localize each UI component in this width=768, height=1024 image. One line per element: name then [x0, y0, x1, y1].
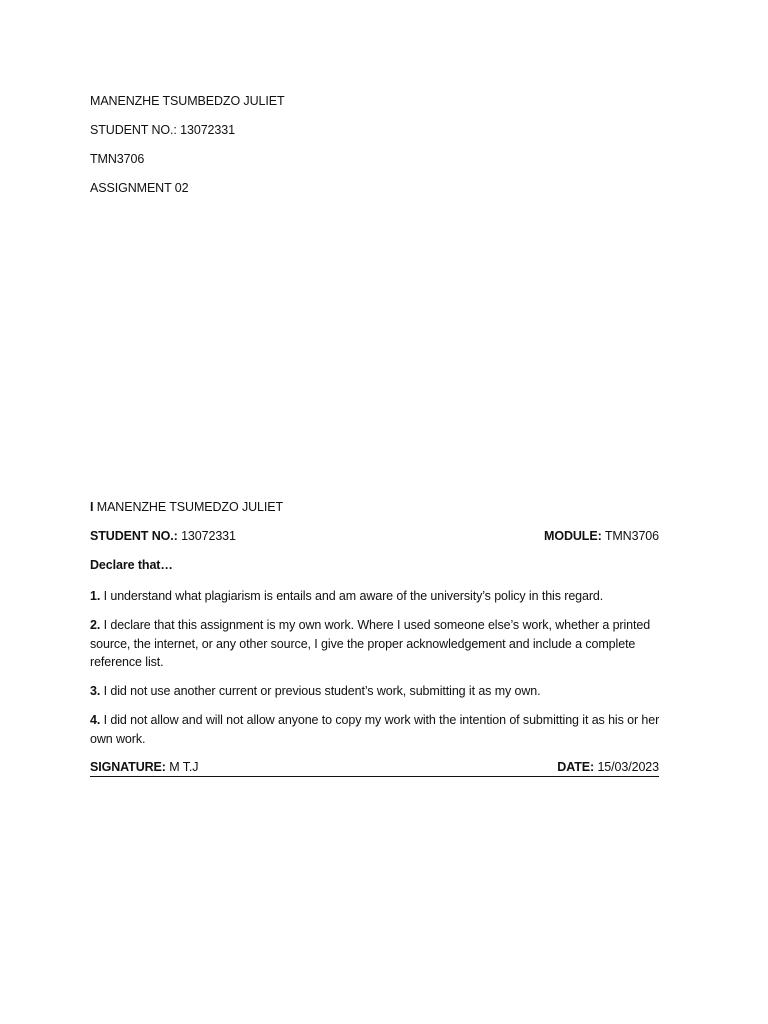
declaration-item — [90, 616, 680, 672]
declaration-item — [90, 711, 680, 748]
declaration-name-line — [90, 498, 680, 517]
item-text: I did not use another current or previous student’s work, submitting it as my own. — [103, 684, 541, 698]
header-assignment: ASSIGNMENT 02 — [90, 181, 189, 195]
item-number: 1. — [90, 589, 101, 603]
declaration-item — [90, 587, 680, 606]
signature-row — [90, 759, 659, 777]
header-student-no: STUDENT NO.: 13072331 — [90, 123, 235, 137]
student-no-group — [90, 527, 236, 546]
declaration-name: MANENZHE TSUMEDZO JULIET — [96, 500, 284, 514]
item-number: 2. — [90, 618, 101, 632]
item-number: 3. — [90, 684, 101, 698]
date-label: DATE: — [557, 760, 595, 774]
student-no-label: STUDENT NO.: — [90, 529, 178, 543]
item-text: I did not allow and will not allow anyone to copy my work with the intention of submitting it as his or her own work. — [90, 713, 660, 746]
declaration-i-label: I — [90, 500, 94, 514]
signature-label: SIGNATURE: — [90, 760, 166, 774]
student-no-value: 13072331 — [181, 529, 236, 543]
module-label: MODULE: — [544, 529, 602, 543]
module-group — [544, 527, 659, 546]
student-module-row — [90, 527, 659, 546]
signature-group — [90, 759, 198, 776]
signature-value: M T.J — [169, 760, 199, 774]
header-name: MANENZHE TSUMBEDZO JULIET — [90, 94, 285, 108]
date-group — [557, 759, 659, 776]
item-number: 4. — [90, 713, 101, 727]
declaration-item — [90, 682, 680, 701]
item-text: I declare that this assignment is my own work. Where I used someone else’s work, whether a printed source, the internet, or any other source, I give the proper acknowledgement and include a complete reference list. — [90, 618, 651, 669]
date-value: 15/03/2023 — [597, 760, 659, 774]
header-module: TMN3706 — [90, 152, 145, 166]
declare-that: Declare that… — [90, 558, 173, 572]
item-text: I understand what plagiarism is entails and am aware of the university’s policy in this regard. — [103, 589, 604, 603]
module-value: TMN3706 — [604, 529, 659, 543]
